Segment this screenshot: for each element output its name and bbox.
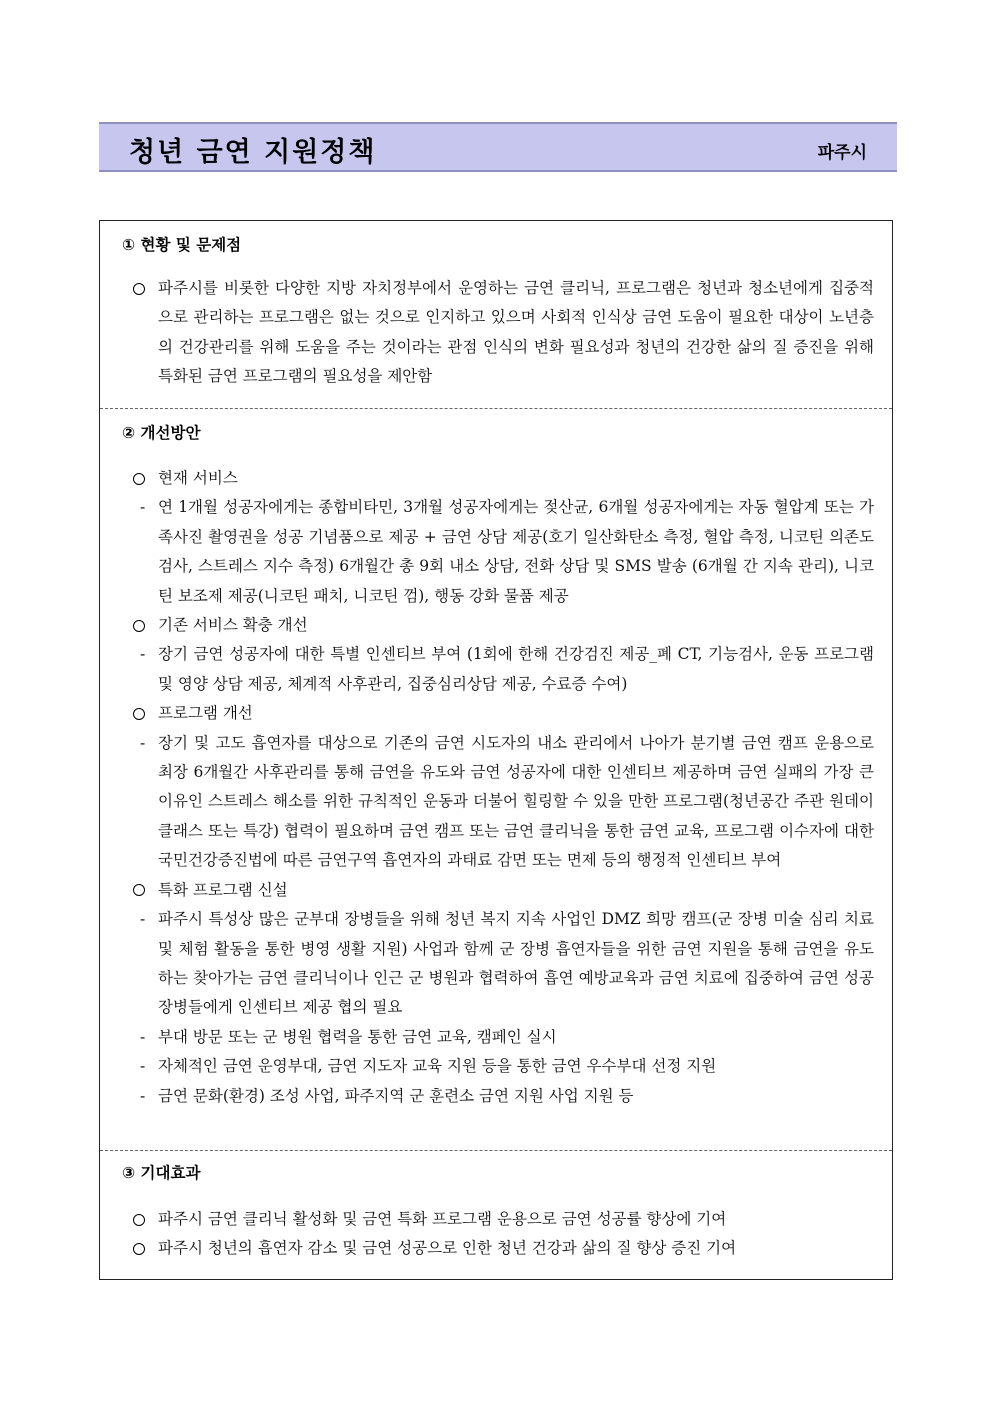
- sub-list-item: [130, 1082, 874, 1111]
- circle-bullet-icon: [130, 611, 158, 640]
- item-text: 프로그램 개선: [158, 704, 253, 723]
- section-heading: ① 현황 및 문제점: [122, 236, 242, 254]
- item-text: 특화 프로그램 신설: [158, 880, 288, 899]
- list-item: [130, 1205, 874, 1234]
- list-item: [130, 274, 874, 392]
- item-text: 파주시 청년의 흡연자 감소 및 금연 성공으로 인한 청년 건강과 삶의 질 향상 증진 기여: [158, 1239, 737, 1258]
- list-item: [130, 699, 874, 728]
- item-text: 금연 문화(환경) 조성 사업, 파주지역 군 훈련소 금연 지원 사업 지원 등: [158, 1086, 634, 1105]
- section-improvement-plans: [100, 408, 892, 1150]
- item-text: 파주시 특성상 많은 군부대 장병들을 위해 청년 복지 지속 사업인 DMZ 희망 캠프(군 장병 미술 심리 치료 및 체험 활동을 통한 병영 생활 지원) 사업과 함께 군 장병 흡연자들을 위한 금연 지원을 통해 금연을 유도하는 찾아가는 금연 클리닉이나 인근 군 병원과 협력하여 흡연 예방교육과 금연 치료에 집중하여 금연 성공 장병들에게 인센티브 제공 협의 필요: [158, 910, 874, 1017]
- dash-marker: -: [140, 1027, 146, 1046]
- section-heading: ③ 기대효과: [122, 1164, 201, 1182]
- circle-bullet-icon: [130, 1234, 158, 1263]
- dash-marker: -: [140, 910, 146, 929]
- sub-list-item: [130, 905, 874, 1023]
- item-text: 현재 서비스: [158, 469, 238, 487]
- item-text: 파주시를 비롯한 다양한 지방 자치정부에서 운영하는 금연 클리닉, 프로그램은 청년과 청소년에게 집중적으로 관리하는 프로그램은 없는 것으로 인지하고 있으며 사회적 인식상 금연 도움이 필요한 대상이 노년층의 건강관리를 위해 도움을 주는 것이라는 관점 인식의 변화 필요성과 청년의 건강한 삶의 질 증진을 위해 특화된 금연 프로그램의 필요성을 제안함: [158, 279, 874, 386]
- section-body: [130, 274, 874, 392]
- dash-marker: -: [140, 1057, 146, 1076]
- section-body: [130, 1205, 874, 1264]
- item-text: 장기 및 고도 흡연자를 대상으로 기존의 금연 시도자의 내소 관리에서 나아가 분기별 금연 캠프 운용으로 최장 6개월간 사후관리를 통해 금연을 유도와 금연 성공자에 대한 인센티브 제공하며 금연 실패의 가장 큰 이유인 스트레스 해소를 위한 규칙적인 운동과 더불어 힐링할 수 있을 만한 프로그램(청년공간 주관 원데이클래스 또는 특강) 협력이 필요하며 금연 캠프 또는 금연 클리닉을 통한 금연 교육, 프로그램 이수자에 대한 국민건강증진법에 따른 금연구역 흡연자의 과태료 감면 또는 면제 등의 행정적 인센티브 부여: [158, 733, 874, 870]
- sub-list-item: [130, 1052, 874, 1081]
- title-bar: [99, 122, 897, 172]
- circle-bullet-icon: [130, 699, 158, 728]
- list-item: [130, 464, 874, 493]
- city-label: 파주시: [817, 143, 867, 163]
- list-item: [130, 1234, 874, 1263]
- dash-marker: -: [140, 498, 146, 517]
- list-item: [130, 876, 874, 905]
- circle-bullet-icon: [130, 876, 158, 905]
- item-text: 자체적인 금연 운영부대, 금연 지도자 교육 지원 등을 통한 금연 우수부대 선정 지원: [158, 1057, 717, 1076]
- sub-list-item: [130, 493, 874, 611]
- circle-bullet-icon: [130, 464, 158, 493]
- dash-marker: -: [140, 645, 146, 664]
- page-title: 청년 금연 지원정책: [129, 137, 377, 168]
- item-text: 장기 금연 성공자에 대한 특별 인센티브 부여 (1회에 한해 건강검진 제공_폐 CT, 기능검사, 운동 프로그램 및 영양 상담 제공, 체계적 사후관리, 집중심리상담 제공, 수료증 수여): [158, 645, 874, 693]
- circle-bullet-icon: [130, 1205, 158, 1234]
- item-text: 기존 서비스 확충 개선: [158, 616, 308, 635]
- item-text: 부대 방문 또는 군 병원 협력을 통한 금연 교육, 캠페인 실시: [158, 1027, 557, 1046]
- section-expected-effects: [100, 1150, 892, 1280]
- item-text: 연 1개월 성공자에게는 종합비타민, 3개월 성공자에게는 젖산균, 6개월 성공자에게는 자동 혈압계 또는 가족사진 촬영권을 성공 기념품으로 제공 + 금연 상담 제공(호기 일산화탄소 측정, 혈압 측정, 니코틴 의존도 검사, 스트레스 지수 측정) 6개월간 총 9회 내소 상담, 전화 상담 및 SMS 발송 (6개월 간 지속 관리), 니코틴 보조제 제공(니코틴 패치, 니코틴 껌), 행동 강화 물품 제공: [158, 498, 874, 605]
- item-text: 파주시 금연 클리닉 활성화 및 금연 특화 프로그램 운용으로 금연 성공률 향상에 기여: [158, 1210, 727, 1228]
- sub-list-item: [130, 640, 874, 699]
- dash-marker: -: [140, 1086, 146, 1105]
- list-item: [130, 611, 874, 640]
- policy-content-box: [99, 220, 893, 1280]
- dash-marker: -: [140, 733, 146, 752]
- circle-bullet-icon: [130, 274, 158, 303]
- section-status-problems: [100, 221, 892, 408]
- section-heading: ② 개선방안: [122, 424, 201, 442]
- sub-list-item: [130, 729, 874, 876]
- sub-list-item: [130, 1023, 874, 1052]
- section-body: [130, 464, 874, 1111]
